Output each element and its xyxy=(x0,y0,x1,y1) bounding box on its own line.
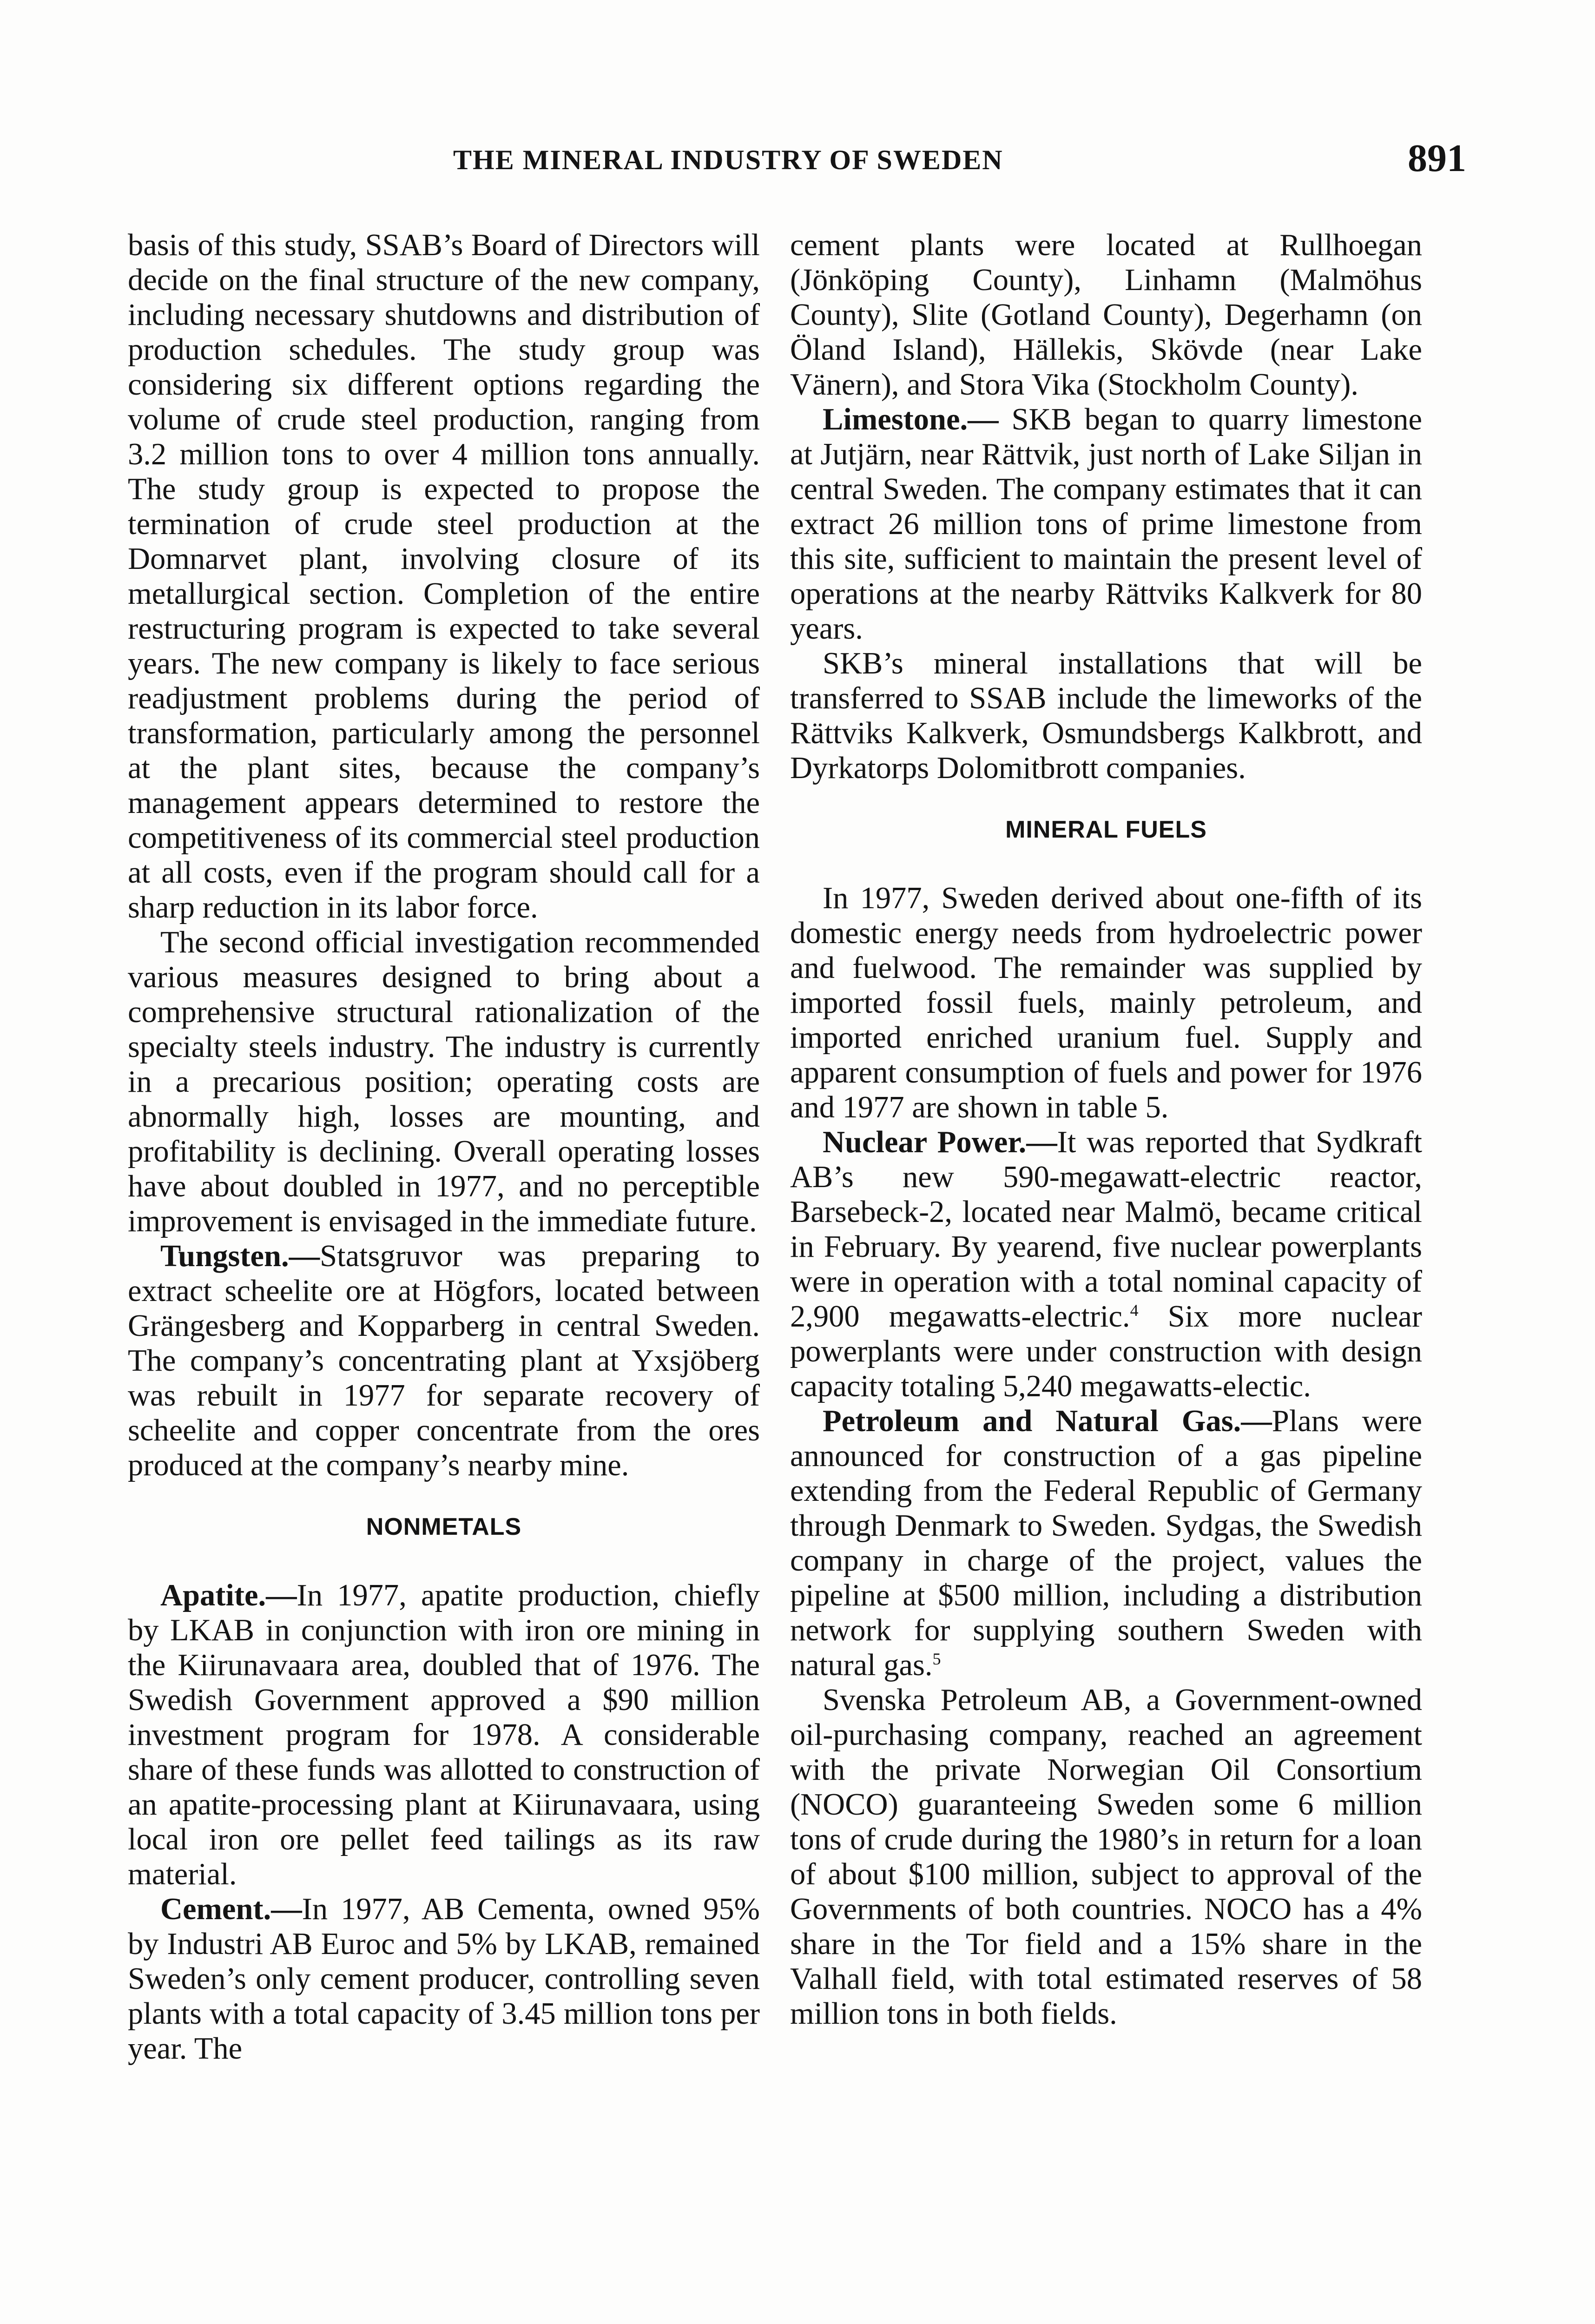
left-column xyxy=(128,228,760,2066)
run-in-heading-limestone: Limestone.— xyxy=(823,403,999,436)
run-in-heading-apatite: Apatite.— xyxy=(160,1578,297,1612)
paragraph-nuclear-text-b: Six more nuclear powerplants were under construction with design capacity totaling 5,240 megawatts-electic. xyxy=(790,1300,1422,1403)
running-title: THE MINERAL INDUSTRY OF SWEDEN xyxy=(453,145,1003,175)
paragraph-skb-installations: SKB’s mineral installations that will be transferred to SSAB include the limeworks of the Rättviks Kalkverk, Osmundsbergs Kalkbrott, and Dyrkatorps Dolomitbrott companies. xyxy=(790,647,1422,785)
right-column xyxy=(790,228,1422,2031)
paragraph-petroleum-text: Plans were announced for construction of a gas pipeline extending from the Federal Republic of Germany through Denmark to Sweden. Sydgas, the Swedish company in charge of the project, values the pipeline at $500 million, including a distribution network for supplying southern Sweden with natural gas. xyxy=(790,1404,1422,1682)
run-in-heading-nuclear-power: Nuclear Power.— xyxy=(823,1125,1057,1159)
footnote-marker-4: 4 xyxy=(1130,1301,1139,1320)
paragraph-ssab-study: basis of this study, SSAB’s Board of Directors will decide on the final structure of the new company, including necessary shutdowns and distribution of production schedules. The study group was considering six different options regarding the volume of crude steel production, ranging from 3.2 million tons to over 4 million tons annually. The study group is expected to propose the termination of crude steel production at the Domnarvet plant, involving closure of its metallurgical section. Completion of the entire restructuring program is expected to take several years. The new company is likely to face serious readjustment problems during the period of transformation, particularly among the personnel at the plant sites, because the company’s management appears determined to restore the competitiveness of its commercial steel production at all costs, even if the program should call for a sharp reduction in its labor force. xyxy=(128,228,760,924)
paragraph-energy-needs: In 1977, Sweden derived about one-fifth of its domestic energy needs from hydroelectric power and fuelwood. The remainder was supplied by imported fossil fuels, mainly petroleum, and imported enriched uranium fuel. Supply and apparent consumption of fuels and power for 1976 and 1977 are shown in table 5. xyxy=(790,881,1422,1124)
paragraph-limestone xyxy=(790,402,1422,646)
run-in-heading-cement: Cement.— xyxy=(160,1892,302,1926)
paragraph-apatite xyxy=(128,1578,760,1892)
running-head xyxy=(128,139,1466,186)
paragraph-cement xyxy=(128,1892,760,2066)
paragraph-specialty-steels: The second official investigation recommended various measures designed to bring about a comprehensive structural rationalization of the specialty steels industry. The industry is currently in a precarious position; operating costs are abnormally high, losses are mounting, and profitability is declining. Overall operating losses have about doubled in 1977, and no perceptible improvement is envisaged in the immediate future. xyxy=(128,925,760,1238)
section-heading-nonmetals: NONMETALS xyxy=(366,1513,522,1540)
paragraph-tungsten xyxy=(128,1239,760,1483)
section-heading-mineral-fuels: MINERAL FUELS xyxy=(1005,816,1207,843)
paragraph-nuclear-text-a: It was reported that Sydkraft AB’s new 590-megawatt-electric reactor, Barsebeck-2, located near Malmö, became critical in February. By yearend, five nuclear powerplants were in operation with a total nominal capacity of 2,900 megawatts-electric. xyxy=(790,1125,1422,1334)
paragraph-svenska-petroleum: Svenska Petroleum AB, a Government-owned oil-purchasing company, reached an agreement with the private Norwegian Oil Consortium (NOCO) guaranteeing Sweden some 6 million tons of crude during the 1980’s in return for a loan of about $100 million, subject to approval of the Governments of both countries. NOCO has a 4% share in the Tor field and a 15% share in the Valhall field, with total estimated reserves of 58 million tons in both fields. xyxy=(790,1683,1422,2031)
paragraph-cement-plants: cement plants were located at Rullhoegan (Jönköping County), Linhamn (Malmöhus County), Slite (Gotland County), Degerhamn (on Öland Island), Hällekis, Skövde (near Lake Vänern), and Stora Vika (Stockholm County). xyxy=(790,228,1422,402)
run-in-heading-petroleum: Petroleum and Natural Gas.— xyxy=(823,1404,1272,1438)
paragraph-tungsten-text: Statsgruvor was preparing to extract scheelite ore at Högfors, located between Grängesberg and Kopparberg in central Sweden. The company’s concentrating plant at Yxsjöberg was rebuilt in 1977 for separate recovery of scheelite and copper concentrate from the ores produced at the company’s nearby mine. xyxy=(128,1239,760,1482)
page-number: 891 xyxy=(1408,137,1466,180)
paragraph-apatite-text: In 1977, apatite production, chiefly by LKAB in conjunction with iron ore mining in the Kiirunavaara area, doubled that of 1976. The Swedish Government approved a $90 million investment program for 1978. A considerable share of these funds was allotted to construction of an apatite-processing plant at Kiirunavaara, using local iron ore pellet feed tailings as its raw material. xyxy=(128,1578,760,1891)
paragraph-nuclear-power xyxy=(790,1125,1422,1404)
paragraph-limestone-text: SKB began to quarry limestone at Jutjärn, near Rättvik, just north of Lake Siljan in central Sweden. The company estimates that it can extract 26 million tons of prime limestone from this site, sufficient to maintain the present level of operations at the nearby Rättviks Kalkverk for 80 years. xyxy=(790,403,1422,646)
run-in-heading-tungsten: Tungsten.— xyxy=(160,1239,320,1273)
paragraph-cement-text: In 1977, AB Cementa, owned 95% by Industri AB Euroc and 5% by LKAB, remained Sweden’s only cement producer, controlling seven plants with a total capacity of 3.45 million tons per year. The xyxy=(128,1892,760,2066)
footnote-marker-5: 5 xyxy=(932,1649,941,1668)
paragraph-petroleum xyxy=(790,1404,1422,1683)
